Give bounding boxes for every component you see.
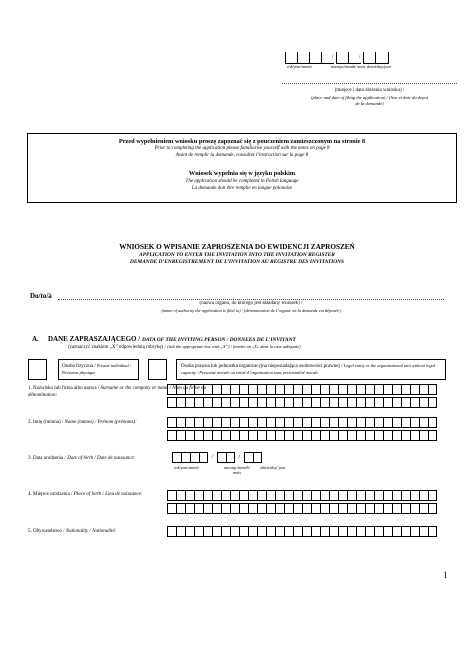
char-cell[interactable] [338,430,347,441]
char-cell[interactable] [266,526,275,537]
nationality-input-grid[interactable] [167,526,437,537]
char-cell[interactable] [230,503,239,514]
char-cell[interactable] [176,397,185,408]
char-cell[interactable] [167,490,176,501]
char-cell[interactable] [311,384,320,395]
char-cell[interactable] [293,397,302,408]
birth-date-grid[interactable] [172,452,262,463]
char-cell[interactable] [167,526,176,537]
char-cell[interactable] [410,430,419,441]
char-cell[interactable] [365,503,374,514]
char-cell[interactable] [244,452,253,463]
char-cell[interactable] [365,417,374,428]
char-cell[interactable] [194,384,203,395]
char-cell[interactable] [266,397,275,408]
surname-input-grid[interactable] [167,384,437,395]
char-cell[interactable] [167,503,176,514]
char-cell[interactable] [248,430,257,441]
char-cell[interactable] [212,490,221,501]
char-cell[interactable] [428,384,437,395]
char-cell[interactable] [356,503,365,514]
char-cell[interactable] [194,430,203,441]
birth-place-label-en: Place of birth / Lieu de naissance: [73,492,143,497]
char-cell[interactable] [338,490,347,501]
char-cell[interactable] [302,490,311,501]
char-cell[interactable] [248,526,257,537]
char-cell[interactable] [239,384,248,395]
char-cell[interactable] [221,397,230,408]
char-cell[interactable] [311,430,320,441]
char-cell[interactable] [230,430,239,441]
char-cell[interactable] [365,526,374,537]
date-separator: / [238,454,241,460]
char-cell[interactable] [176,417,185,428]
char-cell[interactable] [253,452,262,463]
char-cell[interactable] [212,397,221,408]
char-cell[interactable] [347,490,356,501]
private-individual-pl: Osoba fizyczna / [62,364,96,369]
char-cell[interactable] [185,430,194,441]
page-title-en: APPLICATION TO ENTER THE INVITATION INTO THE INVITATION REGISTER [139,252,335,258]
char-cell[interactable] [284,430,293,441]
section-letter: A. [32,335,39,343]
char-cell[interactable] [302,503,311,514]
birth-place-input-grid[interactable] [167,503,437,514]
char-cell[interactable] [230,397,239,408]
char-cell[interactable] [221,384,230,395]
first-name-input-grid[interactable] [167,417,437,428]
char-cell[interactable] [176,526,185,537]
char-cell[interactable] [338,417,347,428]
char-cell[interactable] [311,417,320,428]
char-cell[interactable] [239,490,248,501]
char-cell[interactable] [293,526,302,537]
char-cell[interactable] [284,503,293,514]
char-cell[interactable] [212,503,221,514]
char-cell[interactable] [338,526,347,537]
birth-day-label: dzień/day/ jour [260,465,286,470]
char-cell[interactable] [212,417,221,428]
notice-box [27,133,457,203]
char-cell[interactable] [293,430,302,441]
char-cell[interactable] [311,526,320,537]
char-cell[interactable] [383,430,392,441]
char-cell[interactable] [190,452,199,463]
char-cell[interactable] [284,417,293,428]
private-individual-label [62,363,136,377]
char-cell[interactable] [257,503,266,514]
place-date-caption-en: (place and date of filing the application) / (lieu et date du depot [310,95,429,100]
char-cell[interactable] [329,397,338,408]
char-cell[interactable] [320,490,329,501]
page-title-fr: DEMANDE D’ENREGISTREMENT DE L’INVITATION AU REGISTRE DES INVITATIONS [129,259,345,265]
surname-label-en: Surname or the company or name / Nom ou firme ou dénomination: [28,386,207,398]
char-cell[interactable] [275,397,284,408]
page-title: WNIOSEK O WPISANIE ZAPROSZENIA DO EWIDENCJI ZAPROSZEŃ [119,243,355,251]
char-cell[interactable] [374,526,383,537]
char-cell[interactable] [275,384,284,395]
char-cell[interactable] [176,490,185,501]
section-a-heading [48,335,296,343]
char-cell[interactable] [383,503,392,514]
legal-entity-label [181,363,443,377]
char-cell[interactable] [199,452,208,463]
char-cell[interactable] [347,503,356,514]
char-cell[interactable] [167,417,176,428]
language-line-pl: Wniosek wypełnia się w języku polskim [188,170,296,177]
char-cell[interactable] [239,430,248,441]
char-cell[interactable] [401,417,410,428]
char-cell[interactable] [203,503,212,514]
char-cell[interactable] [248,417,257,428]
char-cell[interactable] [419,417,428,428]
birth-date-label-pl: 3. Data urodzenia / [28,456,67,461]
char-cell[interactable] [374,417,383,428]
date-separator: / [211,454,214,460]
legal-entity-pl: Osoba prawna lub jednostka organizacyjna nieposiadająca osobowości prawnej / [181,364,343,369]
legal-entity-checkbox[interactable] [148,359,167,380]
addressee-label: Do/to/à [30,292,52,300]
char-cell[interactable] [185,384,194,395]
char-cell[interactable] [185,490,194,501]
char-cell[interactable] [230,526,239,537]
char-cell[interactable] [428,503,437,514]
char-cell[interactable] [284,384,293,395]
char-cell[interactable] [239,503,248,514]
char-cell[interactable] [221,417,230,428]
char-cell[interactable] [302,397,311,408]
char-cell[interactable] [428,397,437,408]
char-cell[interactable] [284,397,293,408]
char-cell[interactable] [185,503,194,514]
char-cell[interactable] [392,490,401,501]
char-cell[interactable] [311,397,320,408]
char-cell[interactable] [203,417,212,428]
private-individual-option [58,359,139,380]
char-cell[interactable] [383,490,392,501]
char-cell[interactable] [284,526,293,537]
char-cell[interactable] [275,526,284,537]
char-cell[interactable] [419,397,428,408]
char-cell[interactable] [203,526,212,537]
section-instruction [68,344,301,350]
char-cell[interactable] [365,490,374,501]
day-label: dzień/day/jour [367,64,392,69]
char-cell[interactable] [347,526,356,537]
char-cell[interactable] [392,397,401,408]
char-cell[interactable] [419,384,428,395]
char-cell[interactable] [320,384,329,395]
char-cell[interactable] [257,384,266,395]
date-cell[interactable] [375,52,389,64]
char-cell[interactable] [194,526,203,537]
char-cell[interactable] [401,526,410,537]
private-individual-checkbox[interactable] [28,359,47,380]
char-cell[interactable] [338,384,347,395]
char-cell[interactable] [410,526,419,537]
char-cell[interactable] [239,417,248,428]
char-cell[interactable] [428,417,437,428]
char-cell[interactable] [338,503,347,514]
char-cell[interactable] [356,417,365,428]
char-cell[interactable] [419,503,428,514]
char-cell[interactable] [374,490,383,501]
char-cell[interactable] [401,490,410,501]
char-cell[interactable] [401,397,410,408]
language-line-fr: La demande doit être remplie en langue polonaise [191,186,293,191]
char-cell[interactable] [392,430,401,441]
char-cell[interactable] [410,490,419,501]
char-cell[interactable] [293,384,302,395]
language-line-en: The application should be completed in Polish language [185,179,299,184]
page-number: 1 [443,570,448,580]
char-cell[interactable] [329,417,338,428]
char-cell[interactable] [257,417,266,428]
addressee-input[interactable] [58,299,444,300]
char-cell[interactable] [365,384,374,395]
legal-entity-option [176,359,446,380]
char-cell[interactable] [293,417,302,428]
birth-date-label-en: Date of birth / Date de naissance: [67,456,136,461]
char-cell[interactable] [203,430,212,441]
char-cell[interactable] [248,490,257,501]
char-cell[interactable] [217,452,226,463]
nationality-label-pl: 5. Obywatelstwo / [28,529,65,534]
char-cell[interactable] [383,526,392,537]
char-cell[interactable] [248,397,257,408]
char-cell[interactable] [419,430,428,441]
char-cell[interactable] [356,384,365,395]
char-cell[interactable] [167,384,176,395]
char-cell[interactable] [257,526,266,537]
month-label: miesiąc/month/ mois [330,64,366,69]
char-cell[interactable] [302,417,311,428]
char-cell[interactable] [266,503,275,514]
char-cell[interactable] [383,397,392,408]
date-separator: / [332,55,334,60]
char-cell[interactable] [212,526,221,537]
char-cell[interactable] [338,397,347,408]
char-cell[interactable] [347,417,356,428]
char-cell[interactable] [185,526,194,537]
place-date-line[interactable] [282,83,457,84]
char-cell[interactable] [419,490,428,501]
char-cell[interactable] [401,430,410,441]
char-cell[interactable] [212,384,221,395]
char-cell[interactable] [320,503,329,514]
char-cell[interactable] [221,430,230,441]
char-cell[interactable] [230,490,239,501]
instruction-en-fr: (tick the appropriate box with „X”) / (mettre un «X» dans la case adéquate) [167,344,301,349]
char-cell[interactable] [185,417,194,428]
place-date-caption-fr: de la demande) [355,101,384,106]
first-name-label-en: Name (names) / Prénom (prénoms): [64,420,137,425]
char-cell[interactable] [320,417,329,428]
char-cell[interactable] [383,384,392,395]
nationality-label-en: Nationality / Nationalité: [65,529,117,534]
char-cell[interactable] [302,526,311,537]
char-cell[interactable] [257,397,266,408]
char-cell[interactable] [203,397,212,408]
char-cell[interactable] [293,503,302,514]
char-cell[interactable] [410,384,419,395]
char-cell[interactable] [410,397,419,408]
char-cell[interactable] [230,384,239,395]
char-cell[interactable] [275,503,284,514]
birth-place-input-grid[interactable] [167,490,437,501]
year-label: rok/year/année [287,64,313,69]
char-cell[interactable] [248,503,257,514]
char-cell[interactable] [167,430,176,441]
char-cell[interactable] [221,503,230,514]
char-cell[interactable] [257,430,266,441]
char-cell[interactable] [221,526,230,537]
char-cell[interactable] [275,490,284,501]
char-cell[interactable] [266,490,275,501]
char-cell[interactable] [356,430,365,441]
char-cell[interactable] [329,384,338,395]
char-cell[interactable] [428,526,437,537]
char-cell[interactable] [356,490,365,501]
char-cell[interactable] [194,490,203,501]
char-cell[interactable] [329,503,338,514]
char-cell[interactable] [239,397,248,408]
char-cell[interactable] [275,417,284,428]
legal-entity-en-fr: Legal entity or the organizational unit without legal capacity / Personne morale ou entité d’organisation sans personnalité morale [181,363,435,375]
char-cell[interactable] [284,490,293,501]
section-heading-pl: DANE ZAPRASZAJĄCEGO / [48,335,141,343]
char-cell[interactable] [428,430,437,441]
char-cell[interactable] [347,397,356,408]
surname-label-pl: 1. Nazwisko lub firma albo nazwa / [28,386,100,391]
char-cell[interactable] [167,397,176,408]
char-cell[interactable] [257,490,266,501]
birth-place-label-pl: 4. Miejsce urodzenia / [28,492,73,497]
char-cell[interactable] [194,503,203,514]
private-individual-en-fr: Private individual / Personne physique [62,363,132,375]
char-cell[interactable] [419,526,428,537]
date-separator: / [359,55,361,60]
char-cell[interactable] [185,397,194,408]
char-cell[interactable] [356,397,365,408]
char-cell[interactable] [311,490,320,501]
first-name-label-pl: 2. Imię (imiona) / [28,420,64,425]
birth-month-label: miesiąc/month/ mois [224,465,250,475]
notice-line-fr: Avant de remplir la demande, consultez l’instruction sur la page 8 [175,153,309,158]
char-cell[interactable] [203,490,212,501]
char-cell[interactable] [374,430,383,441]
char-cell[interactable] [320,430,329,441]
char-cell[interactable] [410,503,419,514]
char-cell[interactable] [302,384,311,395]
char-cell[interactable] [392,503,401,514]
instruction-pl: (zaznaczyć znakiem „X” odpowiednią rubrykę) / [68,345,166,350]
char-cell[interactable] [248,384,257,395]
char-cell[interactable] [392,417,401,428]
char-cell[interactable] [293,490,302,501]
char-cell[interactable] [320,526,329,537]
char-cell[interactable] [181,452,190,463]
char-cell[interactable] [392,526,401,537]
char-cell[interactable] [329,430,338,441]
addressee-caption-en-fr: (name of authority the application is filed to) / (dénomination de l’organe où la demande est déposée) [161,308,341,313]
char-cell[interactable] [266,430,275,441]
char-cell[interactable] [226,452,235,463]
section-heading-en-fr: DATA OF THE INVITING PERSON / DONNEES DE L’INVITANT [141,337,296,343]
first-name-input-grid[interactable] [167,430,437,441]
char-cell[interactable] [275,430,284,441]
char-cell[interactable] [374,397,383,408]
char-cell[interactable] [401,384,410,395]
char-cell[interactable] [266,417,275,428]
char-cell[interactable] [194,397,203,408]
char-cell[interactable] [365,397,374,408]
char-cell[interactable] [356,526,365,537]
char-cell[interactable] [176,430,185,441]
char-cell[interactable] [230,417,239,428]
char-cell[interactable] [302,430,311,441]
char-cell[interactable] [203,384,212,395]
char-cell[interactable] [401,503,410,514]
char-cell[interactable] [374,384,383,395]
addressee-caption-pl: (nazwa organu, do którego jest składany wniosek) / [199,301,303,306]
place-date-caption-pl: (miejsce i data złożenia wniosku) / [334,88,405,93]
char-cell[interactable] [329,490,338,501]
char-cell[interactable] [320,397,329,408]
char-cell[interactable] [176,384,185,395]
notice-line-en: Prior to completing the application please familiarise yourself with the notes on page 8 [154,146,330,151]
char-cell[interactable] [428,490,437,501]
char-cell[interactable] [392,384,401,395]
char-cell[interactable] [212,430,221,441]
char-cell[interactable] [365,430,374,441]
char-cell[interactable] [329,526,338,537]
char-cell[interactable] [374,503,383,514]
char-cell[interactable] [410,417,419,428]
birth-year-label: rok/year/année [174,465,200,470]
char-cell[interactable] [383,417,392,428]
char-cell[interactable] [194,417,203,428]
surname-input-grid[interactable] [167,397,437,408]
char-cell[interactable] [239,526,248,537]
char-cell[interactable] [172,452,181,463]
notice-line-pl: Przed wypełnieniem wniosku proszę zapoznać się z pouczeniem zamieszczonym na stronie 8 [118,138,366,145]
char-cell[interactable] [311,503,320,514]
char-cell[interactable] [347,384,356,395]
char-cell[interactable] [347,430,356,441]
char-cell[interactable] [221,490,230,501]
char-cell[interactable] [176,503,185,514]
char-cell[interactable] [266,384,275,395]
